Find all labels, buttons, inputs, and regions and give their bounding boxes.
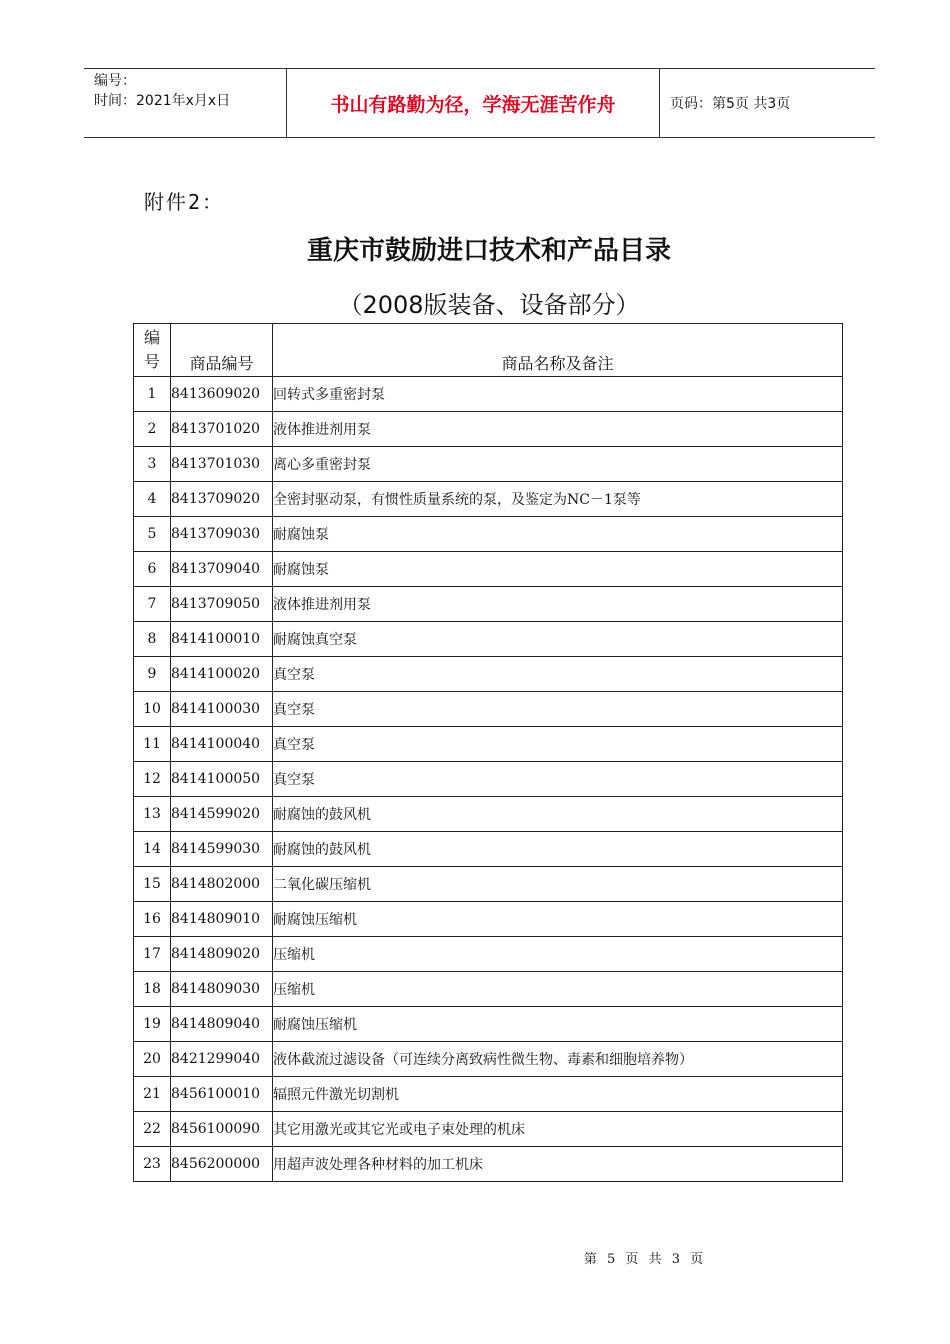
row-number: 15 <box>134 867 171 902</box>
product-name: 压缩机 <box>273 937 843 972</box>
row-number: 20 <box>134 1042 171 1077</box>
product-code: 8414809020 <box>171 937 273 972</box>
row-number: 16 <box>134 902 171 937</box>
product-name: 耐腐蚀的鼓风机 <box>273 832 843 867</box>
product-name: 其它用激光或其它光或电子束处理的机床 <box>273 1112 843 1147</box>
product-name: 回转式多重密封泵 <box>273 377 843 412</box>
table-row <box>134 1077 843 1112</box>
column-header-code: 商品编号 <box>171 324 273 377</box>
product-code: 8414100010 <box>171 622 273 657</box>
product-name: 液体截流过滤设备（可连续分离致病性微生物、毒素和细胞培养物） <box>273 1042 843 1077</box>
table-row <box>134 587 843 622</box>
table-header-row <box>134 324 843 377</box>
table-row <box>134 622 843 657</box>
table-row <box>134 797 843 832</box>
product-code: 8413709020 <box>171 482 273 517</box>
table-row <box>134 867 843 902</box>
product-name: 耐腐蚀压缩机 <box>273 1007 843 1042</box>
product-code: 8414599030 <box>171 832 273 867</box>
document-subtitle: （2008版装备、设备部分） <box>338 291 640 319</box>
product-name: 耐腐蚀的鼓风机 <box>273 797 843 832</box>
table-row <box>134 377 843 412</box>
row-number: 23 <box>134 1147 171 1182</box>
catalog-table <box>133 323 843 1182</box>
table-body <box>134 377 843 1182</box>
product-code: 8413709030 <box>171 517 273 552</box>
product-code: 8413701030 <box>171 447 273 482</box>
table-row <box>134 1112 843 1147</box>
product-code: 8414100020 <box>171 657 273 692</box>
table-row <box>134 1042 843 1077</box>
table-row <box>134 517 843 552</box>
row-number: 12 <box>134 762 171 797</box>
product-code: 8414100050 <box>171 762 273 797</box>
product-name: 液体推进剂用泵 <box>273 587 843 622</box>
product-code: 8413701020 <box>171 412 273 447</box>
product-code: 8413709050 <box>171 587 273 622</box>
product-name: 耐腐蚀泵 <box>273 517 843 552</box>
table-row <box>134 937 843 972</box>
row-number: 7 <box>134 587 171 622</box>
table-row <box>134 832 843 867</box>
row-number: 22 <box>134 1112 171 1147</box>
table-row <box>134 447 843 482</box>
row-number: 8 <box>134 622 171 657</box>
product-name: 耐腐蚀压缩机 <box>273 902 843 937</box>
product-name: 离心多重密封泵 <box>273 447 843 482</box>
row-number: 1 <box>134 377 171 412</box>
row-number: 4 <box>134 482 171 517</box>
row-number: 19 <box>134 1007 171 1042</box>
product-name: 耐腐蚀泵 <box>273 552 843 587</box>
product-name: 压缩机 <box>273 972 843 1007</box>
header-page-info: 页码：第5页 共3页 <box>670 96 791 112</box>
product-code: 8414809030 <box>171 972 273 1007</box>
product-code: 8414802000 <box>171 867 273 902</box>
product-name: 全密封驱动泵，有惯性质量系统的泵，及鉴定为NC－1泵等 <box>273 482 843 517</box>
product-name: 真空泵 <box>273 657 843 692</box>
row-number: 10 <box>134 692 171 727</box>
product-code: 8456100090 <box>171 1112 273 1147</box>
table-row <box>134 902 843 937</box>
product-name: 液体推进剂用泵 <box>273 412 843 447</box>
row-number: 11 <box>134 727 171 762</box>
product-name: 耐腐蚀真空泵 <box>273 622 843 657</box>
product-code: 8421299040 <box>171 1042 273 1077</box>
row-number: 2 <box>134 412 171 447</box>
table-row <box>134 482 843 517</box>
column-header-name: 商品名称及备注 <box>273 324 843 377</box>
product-code: 8414809010 <box>171 902 273 937</box>
page-footer: 第 5 页 共 3 页 <box>583 1252 707 1267</box>
row-number: 21 <box>134 1077 171 1112</box>
column-header-number <box>134 324 171 377</box>
product-name: 二氧化碳压缩机 <box>273 867 843 902</box>
document-title: 重庆市鼓励进口技术和产品目录 <box>306 236 671 266</box>
table-row <box>134 412 843 447</box>
product-code: 8413609020 <box>171 377 273 412</box>
row-number: 6 <box>134 552 171 587</box>
product-code: 8413709040 <box>171 552 273 587</box>
product-code: 8414100030 <box>171 692 273 727</box>
table-row <box>134 692 843 727</box>
product-code: 8456100010 <box>171 1077 273 1112</box>
row-number: 3 <box>134 447 171 482</box>
row-number: 5 <box>134 517 171 552</box>
product-code: 8414809040 <box>171 1007 273 1042</box>
table-row <box>134 762 843 797</box>
document-number-label: 编号： <box>94 73 136 89</box>
table-row <box>134 1007 843 1042</box>
product-code: 8414100040 <box>171 727 273 762</box>
product-name: 真空泵 <box>273 692 843 727</box>
table-row <box>134 552 843 587</box>
product-code: 8414599020 <box>171 797 273 832</box>
row-number: 17 <box>134 937 171 972</box>
product-name: 真空泵 <box>273 727 843 762</box>
product-name: 用超声波处理各种材料的加工机床 <box>273 1147 843 1182</box>
product-code: 8456200000 <box>171 1147 273 1182</box>
table-row <box>134 972 843 1007</box>
attachment-label: 附件2： <box>144 190 225 214</box>
product-name: 真空泵 <box>273 762 843 797</box>
header-motto: 书山有路勤为径，学海无涯苦作舟 <box>286 69 660 137</box>
table-row <box>134 1147 843 1182</box>
row-number: 9 <box>134 657 171 692</box>
column-header-number-text: 编 号 <box>143 328 160 371</box>
document-time-label: 时间：2021年x月x日 <box>94 93 231 109</box>
row-number: 14 <box>134 832 171 867</box>
header-meta <box>84 69 286 137</box>
product-name: 辐照元件激光切割机 <box>273 1077 843 1112</box>
page-header <box>84 68 875 138</box>
row-number: 18 <box>134 972 171 1007</box>
row-number: 13 <box>134 797 171 832</box>
table-row <box>134 727 843 762</box>
table-row <box>134 657 843 692</box>
